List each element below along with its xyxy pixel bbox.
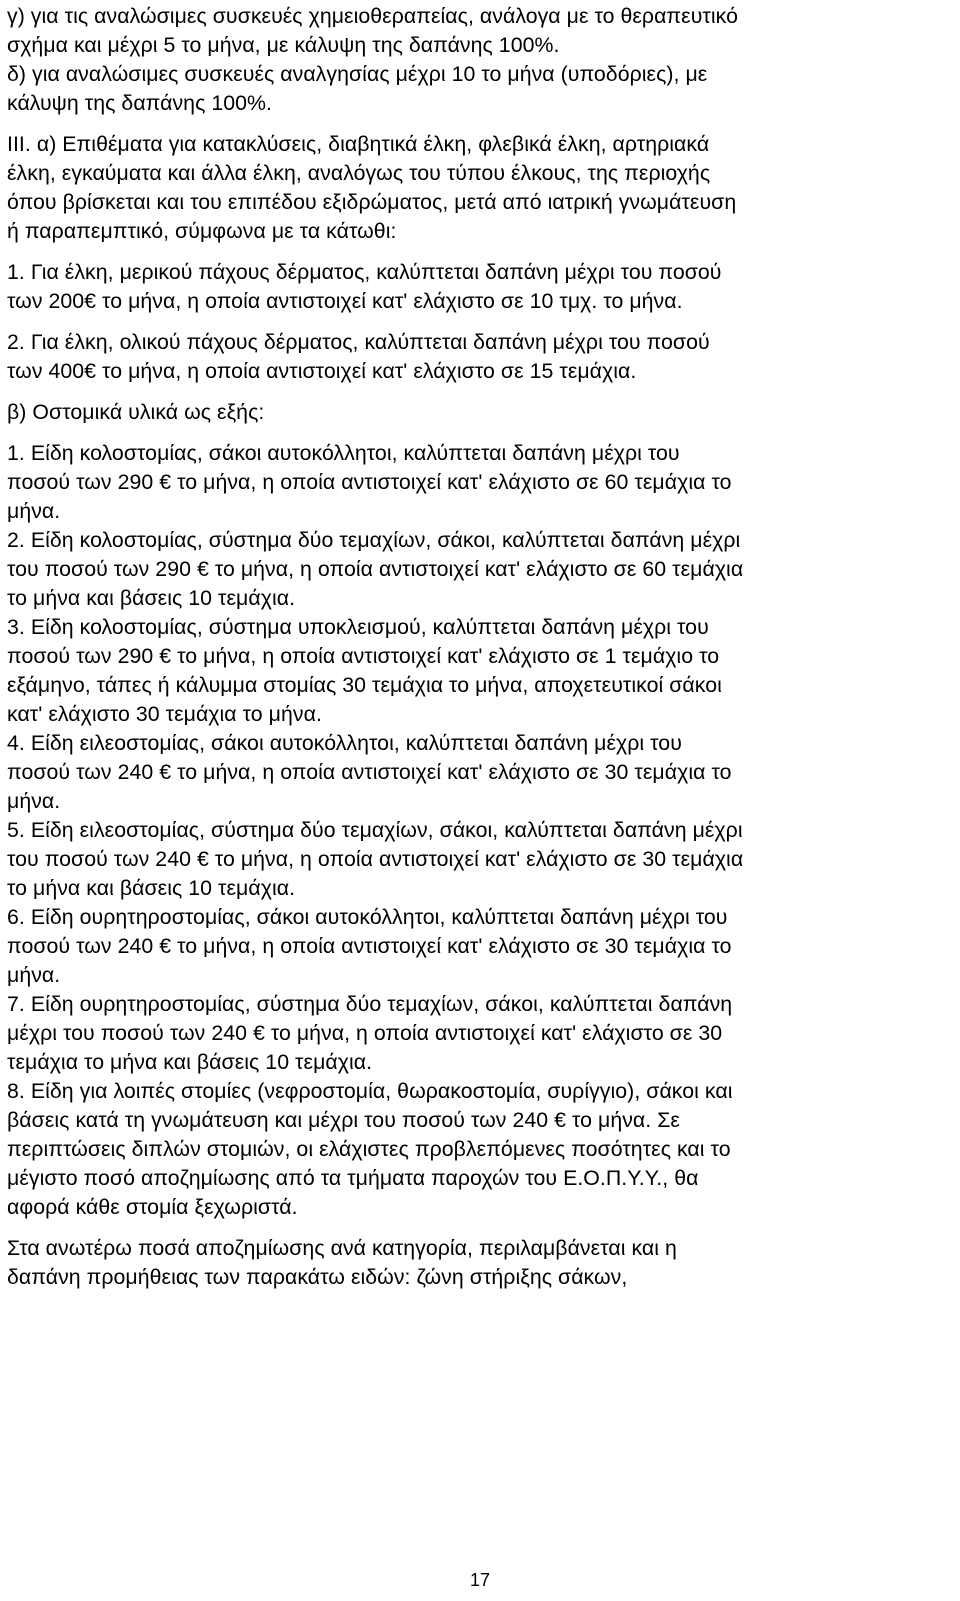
list-item-ileostomy-two-piece: 5. Είδη ειλεοστομίας, σύστημα δύο τεμαχίων, σάκοι, καλύπτεται δαπάνη μέχρι του ποσού των 240 € το μήνα, η οποία αντιστοιχεί κατ' ελάχιστο σε 30 τεμάχια το μήνα και βάσεις 10 τεμάχια. — [7, 818, 744, 900]
section-heading-ostomy-supplies: β) Οστομικά υλικά ως εξής: — [7, 400, 265, 424]
paragraph-wound-dressings-intro: ΙΙΙ. α) Επιθέματα για κατακλύσεις, διαβητικά έλκη, φλεβικά έλκη, αρτηριακά έλκη, εγκαύματα και άλλα έλκη, αναλόγως του τύπου έλκους, της περιοχής όπου βρίσκεται και του επιπέδου εξιδρώματος, μετά από ιατρική γνωμάτευση ή παραπεμπτικό, σύμφωνα με τα κάτωθι: — [7, 132, 737, 243]
paragraph-chemotherapy-devices: γ) για τις αναλώσιμες συσκευές χημειοθεραπείας, ανάλογα με το θεραπευτικό σχήμα και μέχρι 5 το μήνα, με κάλυψη της δαπάνης 100%. — [7, 4, 738, 57]
list-item-colostomy-adhesive: 1. Είδη κολοστομίας, σάκοι αυτοκόλλητοι, καλύπτεται δαπάνη μέχρι του ποσού των 290 € το μήνα, η οποία αντιστοιχεί κατ' ελάχιστο σε 60 τεμάχια το μήνα. — [7, 441, 732, 523]
list-item-urostomy-adhesive: 6. Είδη ουρητηροστομίας, σάκοι αυτοκόλλητοι, καλύπτεται δαπάνη μέχρι του ποσού των 240 € το μήνα, η οποία αντιστοιχεί κατ' ελάχιστο σε 30 τεμάχια το μήνα. — [7, 905, 732, 987]
list-item-urostomy-two-piece: 7. Είδη ουρητηροστομίας, σύστημα δύο τεμαχίων, σάκοι, καλύπτεται δαπάνη μέχρι του ποσού των 240 € το μήνα, η οποία αντιστοιχεί κατ' ελάχιστο σε 30 τεμάχια το μήνα και βάσεις 10 τεμάχια. — [7, 992, 733, 1074]
list-item-partial-thickness-ulcers: 1. Για έλκη, μερικού πάχους δέρματος, καλύπτεται δαπάνη μέχρι του ποσού των 200€ το μήνα, η οποία αντιστοιχεί κατ' ελάχιστο σε 10 τμχ. το μήνα. — [7, 260, 722, 313]
document-body — [7, 2, 952, 1292]
page-number: 17 — [469, 1570, 491, 1590]
paragraph-analgesia-devices: δ) για αναλώσιμες συσκευές αναλγησίας μέχρι 10 το μήνα (υποδόριες), με κάλυψη της δαπάνης 100%. — [7, 62, 708, 115]
paragraph-included-costs: Στα ανωτέρω ποσά αποζημίωσης ανά κατηγορία, περιλαμβάνεται και η δαπάνη προμήθειας των παρακάτω ειδών: ζώνη στήριξης σάκων, — [7, 1236, 677, 1289]
list-item-colostomy-irrigation: 3. Είδη κολοστομίας, σύστημα υποκλεισμού, καλύπτεται δαπάνη μέχρι του ποσού των 290 € το μήνα, η οποία αντιστοιχεί κατ' ελάχιστο σε 1 τεμάχιο το εξάμηνο, τάπες ή κάλυμμα στομίας 30 τεμάχια το μήνα, αποχετευτικοί σάκοι κατ' ελάχιστο 30 τεμάχια το μήνα. — [7, 615, 722, 726]
list-item-ileostomy-adhesive: 4. Είδη ειλεοστομίας, σάκοι αυτοκόλλητοι, καλύπτεται δαπάνη μέχρι του ποσού των 240 € το μήνα, η οποία αντιστοιχεί κατ' ελάχιστο σε 30 τεμάχια το μήνα. — [7, 731, 732, 813]
list-item-other-stomas: 8. Είδη για λοιπές στομίες (νεφροστομία, θωρακοστομία, συρίγγιο), σάκοι και βάσεις κατά τη γνωμάτευση και μέχρι του ποσού των 240 € το μήνα. Σε περιπτώσεις διπλών στομιών, οι ελάχιστες προβλεπόμενες ποσότητες και το μέγιστο ποσό αποζημίωσης από τα τμήματα παροχών του Ε.Ο.Π.Υ.Υ., θα αφορά κάθε στομία ξεχωριστά. — [7, 1079, 733, 1219]
list-item-colostomy-two-piece: 2. Είδη κολοστομίας, σύστημα δύο τεμαχίων, σάκοι, καλύπτεται δαπάνη μέχρι του ποσού των 290 € το μήνα, η οποία αντιστοιχεί κατ' ελάχιστο σε 60 τεμάχια το μήνα και βάσεις 10 τεμάχια. — [7, 528, 744, 610]
list-item-full-thickness-ulcers: 2. Για έλκη, ολικού πάχους δέρματος, καλύπτεται δαπάνη μέχρι του ποσού των 400€ το μήνα, η οποία αντιστοιχεί κατ' ελάχιστο σε 15 τεμάχια. — [7, 330, 710, 383]
